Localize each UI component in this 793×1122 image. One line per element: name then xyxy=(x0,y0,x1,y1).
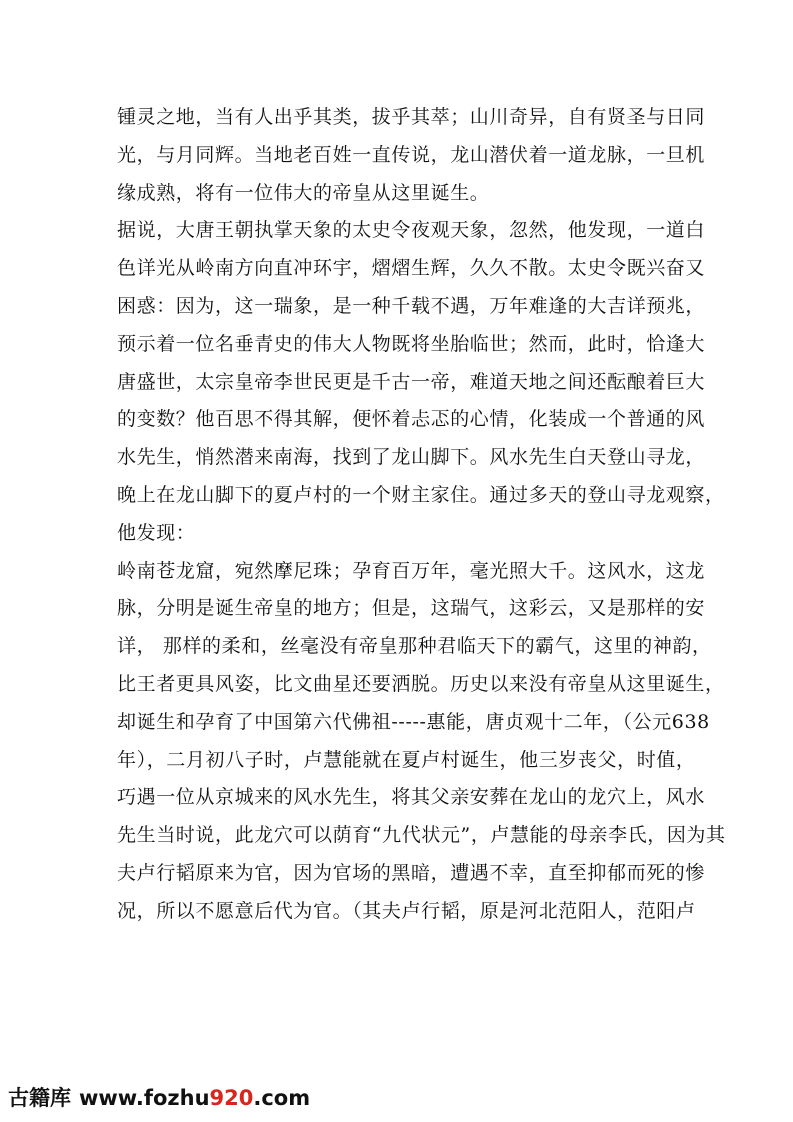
text-line: 比王者更具风姿，比文曲星还要洒脱。历史以来没有帝皇从这里诞生， xyxy=(117,672,725,695)
text-line: 先生当时说，此龙穴可以荫育“九代状元”，卢慧能的母亲李氏，因为其 xyxy=(117,824,726,847)
body-text xyxy=(117,99,726,931)
text-line: 巧遇一位从京城来的风水先生，将其父亲安葬在龙山的龙穴上，风水 xyxy=(117,786,706,809)
footer-brand: 古籍库 xyxy=(8,1086,71,1110)
text-line: 唐盛世，太宗皇帝李世民更是千古一帝，难道天地之间还酝酿着巨大 xyxy=(117,370,706,393)
text-line: 脉，分明是诞生帝皇的地方；但是，这瑞气，这彩云，又是那样的安 xyxy=(117,597,706,620)
text-line: 水先生，悄然潜来南海，找到了龙山脚下。风水先生白天登山寻龙， xyxy=(117,446,706,469)
text-line: 晚上在龙山脚下的夏卢村的一个财主家住。通过多天的登山寻龙观察， xyxy=(117,483,725,506)
text-line: 锺灵之地，当有人出乎其类，拔乎其萃；山川奇异，自有贤圣与日同 xyxy=(117,106,706,128)
text-line: 他发现： xyxy=(117,521,196,544)
text-line: 光，与月同辉。当地老百姓一直传说，龙山潜伏着一道龙脉，一旦机 xyxy=(117,143,706,166)
footer-url-prefix: www.fozhu xyxy=(79,1086,210,1110)
text-line: 详， 那样的柔和，丝毫没有帝皇那种君临天下的霸气，这里的神韵， xyxy=(117,635,712,658)
text-line: 据说，大唐王朝执掌天象的太史令夜观天象，忽然，他发现，一道白 xyxy=(117,219,706,242)
footer-url-number: 920 xyxy=(209,1086,254,1110)
text-line: 却诞生和孕育了中国第六代佛祖-----惠能，唐贞观十二年，（公元638 xyxy=(117,710,710,733)
text-line: 缘成熟，将有一位伟大的帝皇从这里诞生。 xyxy=(117,181,490,204)
text-line: 困惑：因为，这一瑞象，是一种千载不遇，万年难逢的大吉详预兆， xyxy=(117,294,706,317)
text-line: 夫卢行韬原来为官，因为官场的黑暗，遭遇不幸，直至抑郁而死的惨 xyxy=(117,861,706,884)
text-line: 年），二月初八子时，卢慧能就在夏卢村诞生，他三岁丧父，时值， xyxy=(117,748,696,771)
text-line: 况，所以不愿意后代为官。（其夫卢行韬，原是河北范阳人，范阳卢 xyxy=(117,899,696,922)
text-line: 的变数？他百思不得其解，便怀着忐忑的心情，化装成一个普通的风 xyxy=(117,408,706,431)
text-line: 预示着一位名垂青史的伟大人物既将坐胎临世；然而，此时，恰逢大 xyxy=(117,332,706,355)
footer-watermark xyxy=(8,1083,310,1113)
footer-url-suffix: .com xyxy=(253,1086,311,1110)
text-line: 色详光从岭南方向直冲环宇，熠熠生辉，久久不散。太史令既兴奋又 xyxy=(117,257,706,280)
text-line: 岭南苍龙窟，宛然摩尼珠；孕育百万年，毫光照大千。这风水，这龙 xyxy=(117,559,706,582)
